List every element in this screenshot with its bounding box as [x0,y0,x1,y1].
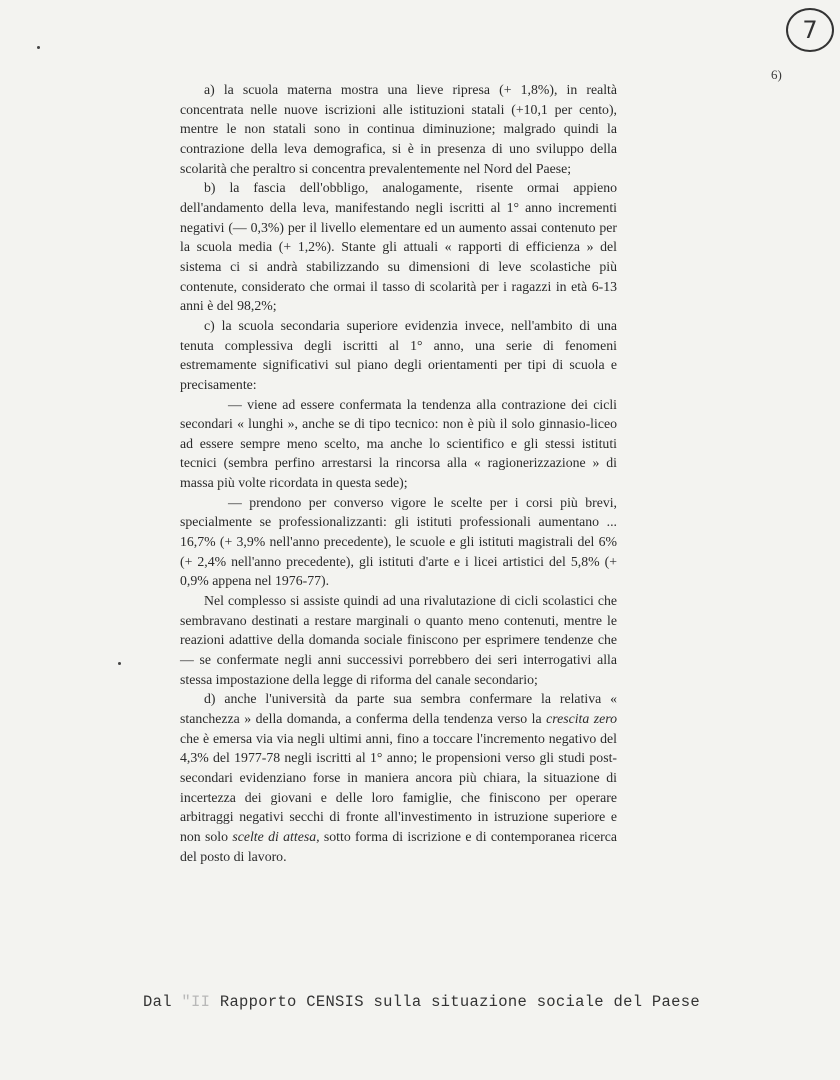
footer-faint: "II [181,993,211,1011]
paragraph-c: c) la scuola secondaria superiore evidenzia invece, nell'ambito di una tenuta complessiva degli iscritti al 1° anno, una serie di fenomeni estremamente significativi sul piano degli orientamenti per tipi di scuola e precisamente: [180,317,617,392]
footer-prefix: Dal [143,993,172,1011]
body-text [180,80,617,866]
emphasis-crescita-zero: crescita zero [546,711,617,726]
paragraph-d [180,689,617,866]
paragraph-d-end: sotto forma di iscrizione e di contemporanea ricerca del posto di lavoro. [180,828,617,864]
paragraph-summary: Nel complesso si assiste quindi ad una rivalutazione di cicli scolastici che sembravano destinati a restare marginali o quanto meno contenuti, mentre le reazioni adattive della domanda sociale finiscono per esprimere tendenze che — se confermate negli anni successivi porrebbero dei seri interrogativi alla stessa impostazione della legge di riforma del canale secondario; [180,593,617,687]
footer-source: Rapporto CENSIS sulla situazione sociale del Paese [219,993,700,1011]
paragraph-c-dash-1: — viene ad essere confermata la tendenza alla contrazione dei cicli secondari « lunghi », anche se di tipo tecnico: non è più il solo ginnasio-liceo ad essere sempre meno scelto, ma anche lo scientifico e gli stessi istituti tecnici (sembra perfino arrestarsi la rincorsa alla « ragionerizzazione » di massa più volte ricordata in questa sede); [180,396,617,491]
circled-number-text: 7 [802,16,818,44]
paragraph-a: a) la scuola materna mostra una lieve ripresa (+ 1,8%), in realtà concentrata nelle nuove iscrizioni alle istituzioni statali (+10,1 per cento), mentre le non statali sono in continua diminuzione; malgrado quindi la contrazione della leva demografica, si è in presenza di uno sviluppo della scolarità che peraltro si concentra prevalentemente nel Nord del Paese; [180,82,617,176]
circled-page-number [786,8,834,52]
scan-speck [37,46,40,49]
paragraph-d-middle: che è emersa via via negli ultimi anni, fino a toccare l'incremento negativo del 4,3% del 1977-78 negli iscritti al 1° anno; le propensioni verso gli studi post-secondari evidenziano forse in maniera ancora più chiara, la situazione di incertezza dei giovani e delle loro famiglie, che finiscono per operare arbitraggi negativi secchi di fronte all'investimento in istruzione superiore e non solo [180,730,617,844]
page-number: 6) [771,67,782,82]
source-footer [143,993,783,1011]
paragraph-d-start: d) anche l'università da parte sua sembra confermare la relativa « stanchezza » della domanda, a conferma della tendenza verso la [180,691,617,726]
paragraph-c-dash-2: — prendono per converso vigore le scelte per i corsi più brevi, specialmente se professionalizzanti: gli istituti professionali aumentano ... 16,7% (+ 3,9% nell'anno precedente), le scuole e gli istituti magistrali del 6% (+ 2,4% nell'anno precedente), gli istituti d'arte e i licei artistici del 5,8% (+ 0,9% appena nel 1976-77). [180,494,617,589]
scan-speck [118,662,121,665]
paragraph-b: b) la fascia dell'obbligo, analogamente, risente ormai appieno dell'andamento della leva, manifestando negli iscritti al 1° anno incrementi negativi (— 0,3%) per il livello elementare ed un aumento assai contenuto per la scuola media (+ 1,2%). Stante gli attuali « rapporti di efficienza » del sistema ci si andrà stabilizzando su dimensioni di leve scolastiche più contenute, considerato che ormai il tasso di scolarità per i ragazzi in età 6-13 anni è del 98,2%; [180,180,617,314]
emphasis-scelte-di-attesa: scelte di attesa, [232,828,320,844]
